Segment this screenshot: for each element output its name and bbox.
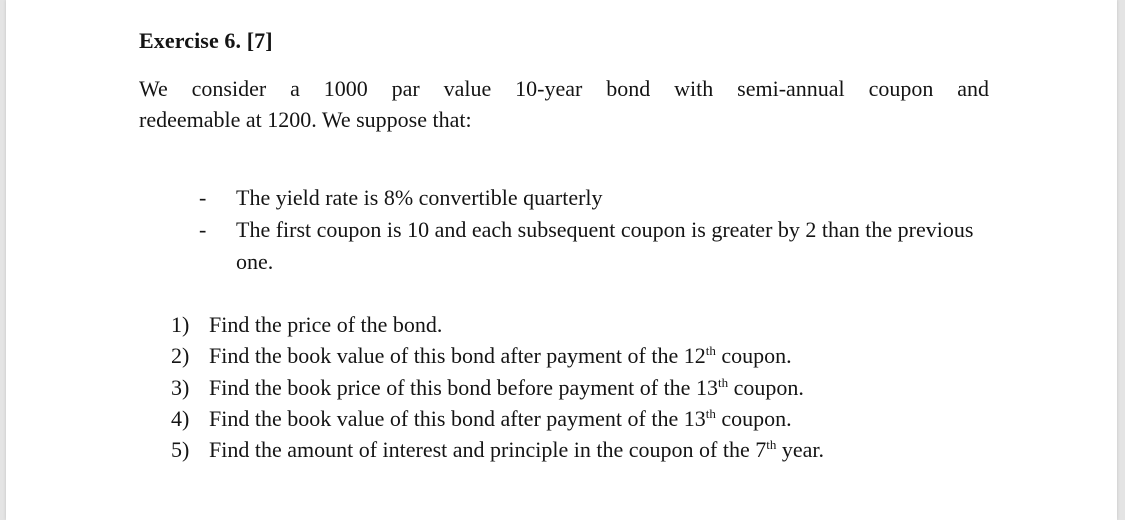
assumption-list (199, 182, 999, 278)
assumption-text: The yield rate is 8% convertible quarterly (236, 185, 603, 210)
exercise-intro (139, 73, 989, 135)
document-page (6, 0, 1117, 520)
assumption-item (199, 214, 999, 278)
question-text-end: coupon. (728, 374, 804, 400)
question-number: 3) (171, 374, 190, 400)
question-text: Find the book value of this bond after payment of the 12 (209, 343, 706, 369)
question-list (171, 309, 1031, 465)
ordinal-suffix: th (705, 405, 716, 421)
assumption-text: The first coupon is 10 and each subsequent coupon is greater by 2 than the previous one. (236, 217, 974, 274)
question-text-end: coupon. (715, 405, 792, 431)
question-number: 4) (171, 405, 190, 431)
question-text: Find the amount of interest and principle in the coupon of the 7 (209, 437, 767, 463)
question-text: Find the book price of this bond before payment of the 13 (209, 374, 718, 400)
question-text: Find the price of the bond. (209, 312, 443, 337)
assumption-item (199, 182, 999, 214)
question-text-end: coupon. (715, 343, 792, 369)
question-item (171, 403, 1031, 434)
question-item (171, 372, 1031, 403)
question-number: 2) (171, 343, 190, 369)
question-number: 5) (171, 437, 190, 463)
question-item (171, 340, 1031, 371)
bullet-dash: - (199, 217, 207, 242)
ordinal-suffix: th (705, 343, 716, 359)
question-item (171, 434, 1031, 465)
intro-line-1: We consider a 1000 par value 10-year bond with semi-annual coupon and (139, 76, 989, 101)
ordinal-suffix: th (766, 437, 777, 453)
exercise-title: Exercise 6. [7] (139, 28, 273, 53)
bullet-dash: - (199, 185, 207, 210)
question-text-end: year. (776, 437, 824, 463)
question-number: 1) (171, 312, 190, 337)
ordinal-suffix: th (717, 374, 729, 390)
question-text: Find the book value of this bond after payment of the 13 (209, 405, 706, 431)
question-item (171, 309, 1031, 340)
intro-line-2: redeemable at 1200. We suppose that: (139, 107, 472, 132)
